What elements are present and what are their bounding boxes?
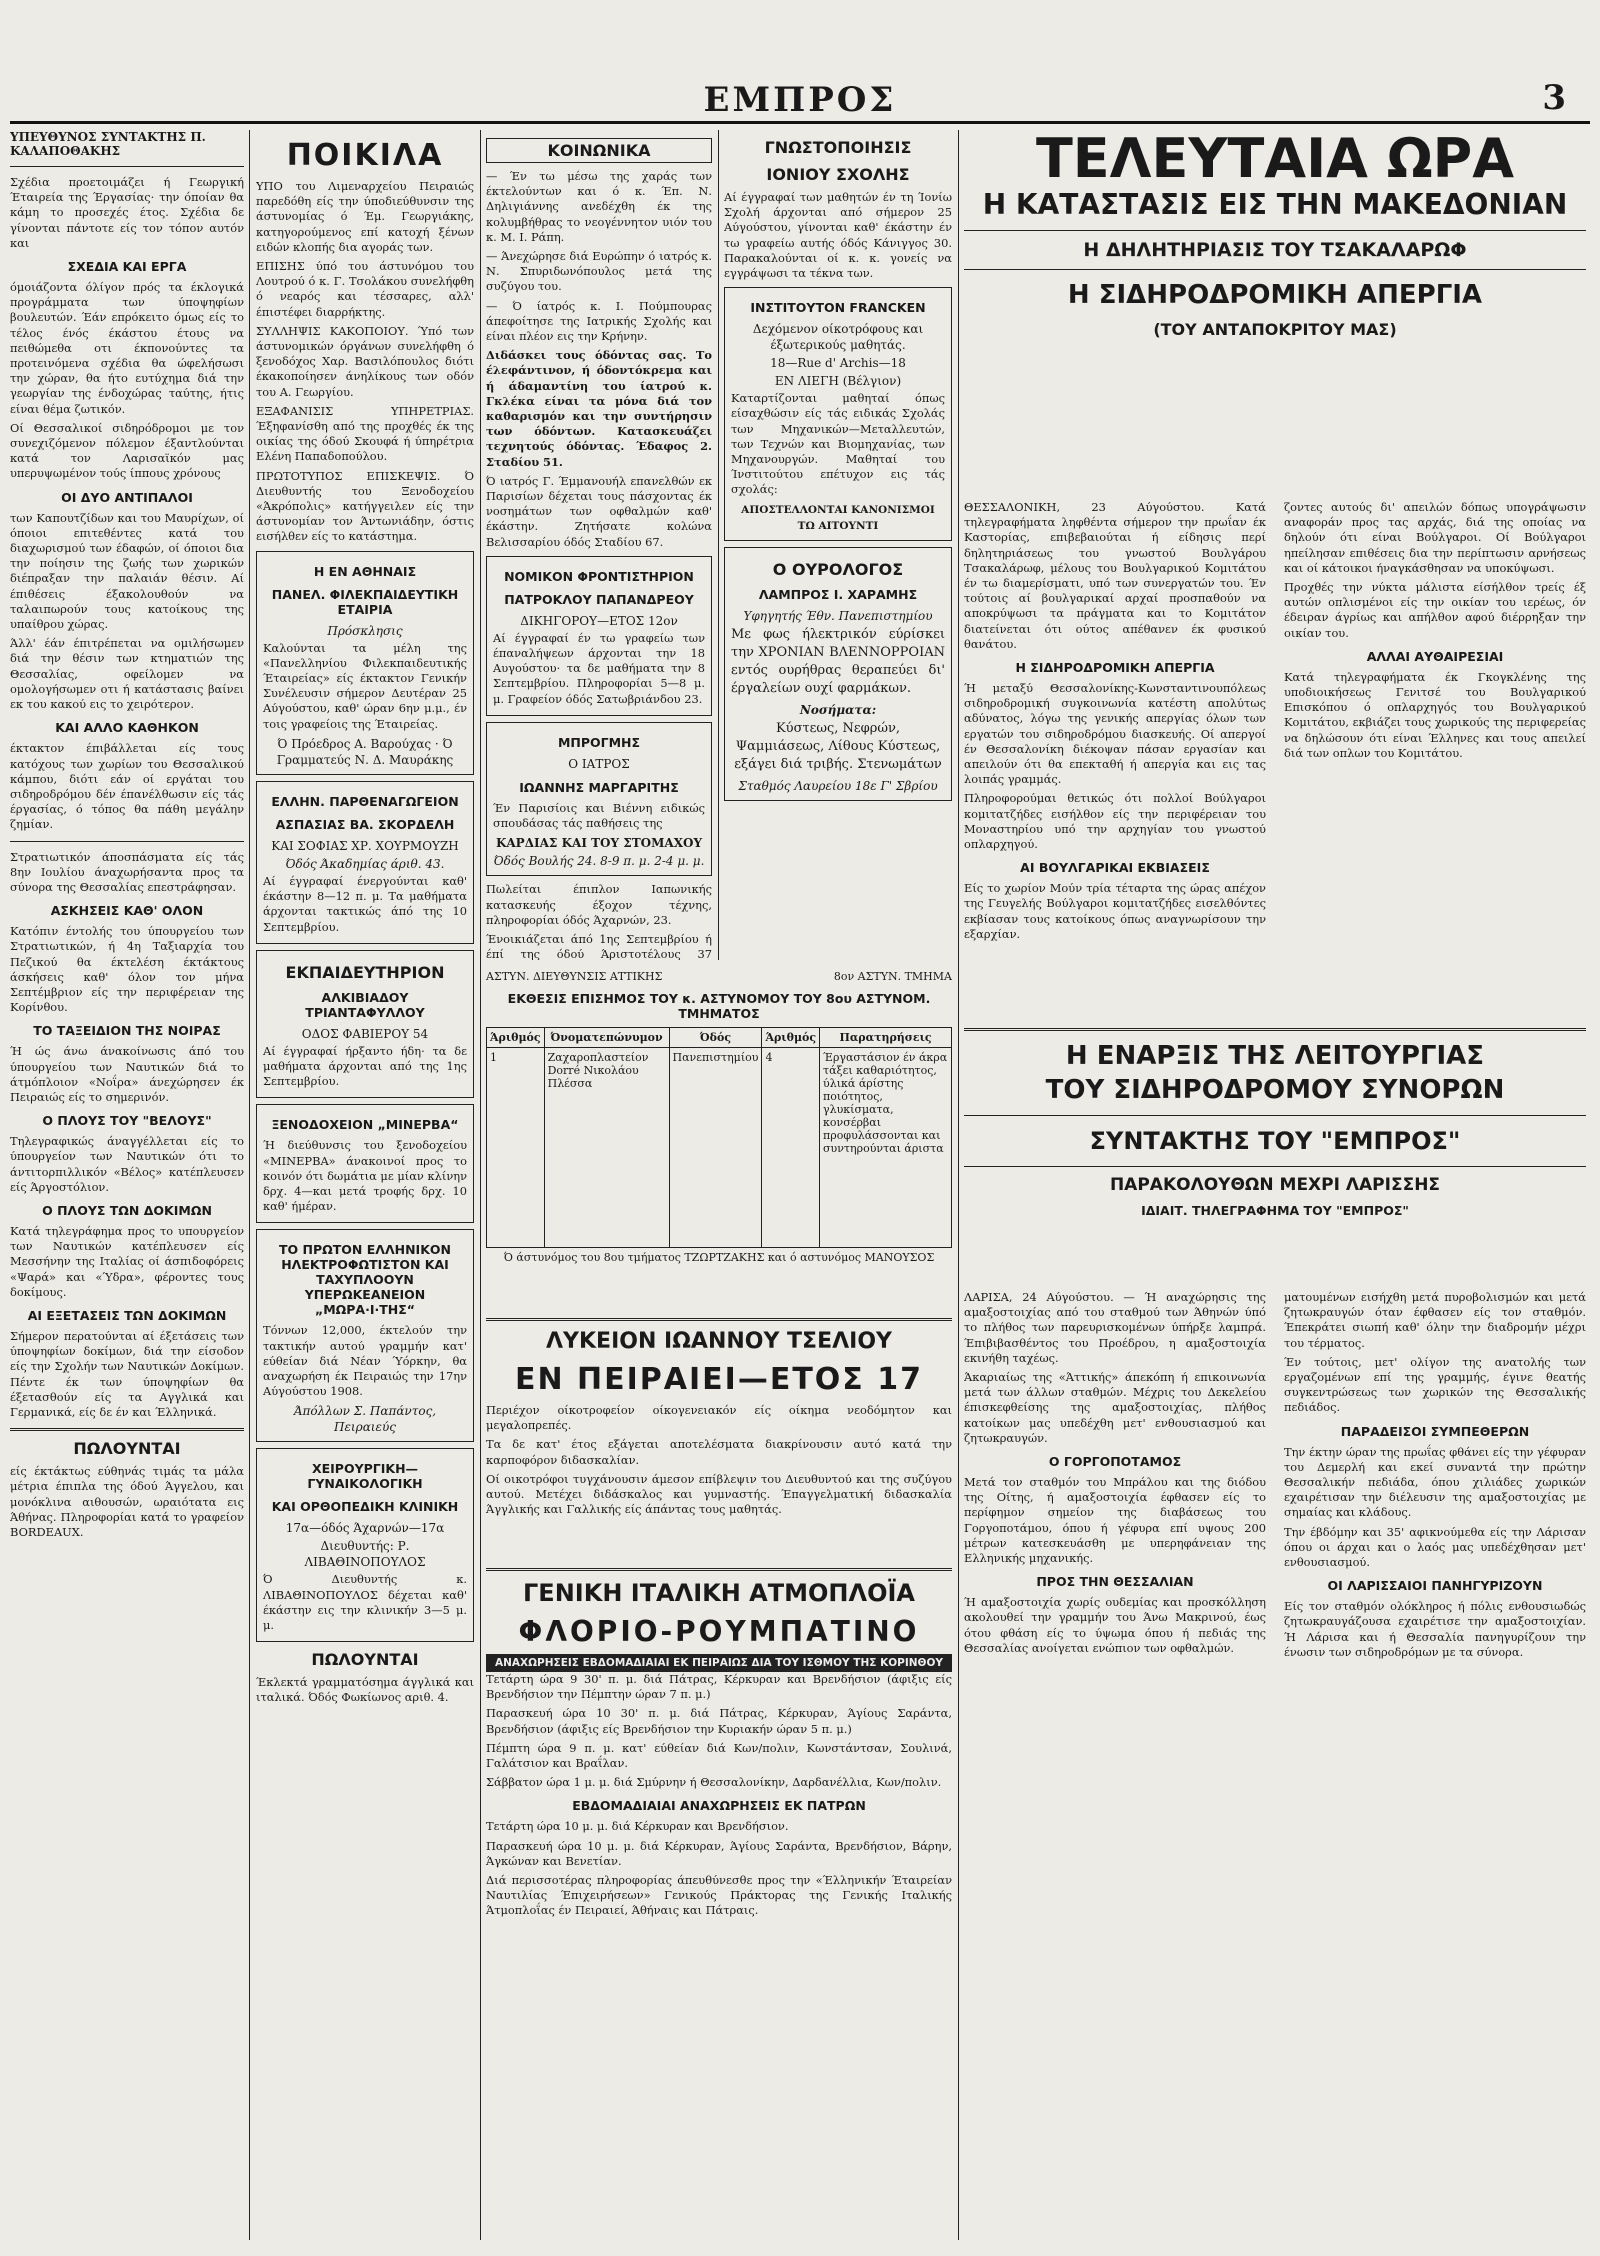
ad-address: 18—Rue d' Archis—18	[770, 356, 906, 371]
table-header: Άριθμός	[762, 1028, 820, 1048]
shipping-line: Παρασκευή ώρα 10 μ. μ. διά Κέρκυραν, Άγίους Σαράντα, Βρενδήσιον, Βάρην, Άγκώναν και Βενετίαν.	[486, 1838, 952, 1868]
ad-subheading: ΚΑΙ ΟΡΘΟΠΕΔΙΚΗ ΚΛΙΝΙΚΗ	[271, 1499, 459, 1515]
ad-signature: Άπόλλων Σ. Παπάντος, Πειραιεύς	[293, 1404, 437, 1435]
article-paragraph: Άκαριαίως της «Άττικής» άπεκόπη ή επικοινωνία μετά των άλλων σταθμών. Μέχρις του Δεκελείου έπισκεφθείσης της αμαξοστοιχίας, πλήθος κατοίκων μας υπεδέχθη μετ' ενθουσιασμού και ζητωκραυγών.	[964, 1370, 1266, 1445]
ad-box	[486, 722, 712, 876]
article-paragraph: ΘΕΣΣΑΛΟΝΙΚΗ, 23 Αύγούστου. Κατά τηλεγραφήματα ληφθέντα σήμερον την πρωΐαν έκ Καστορίας, επιβεβαιούται ή είδησις περί δηλητηριάσεως του γνωστού Βουλγάρου Τσακαλάρωφ, μέλους του Βουλγαρικού Κομιτάτου έν τω διαμερίσματι, υπό των συνεργατών του. Έν τούτοις αί βουλγαρικαί αρχαί προσπαθούν να αποκρύψωσι τα πράγματα και το Κομιτάτον διατείνεται ότι ούτος απέθανεν έκ φυσικού θανάτου.	[964, 500, 1266, 651]
divider	[964, 1115, 1586, 1116]
ad-box	[256, 1229, 474, 1442]
section-heading: Ο ΠΛΟΥΣ ΤΟΥ "ΒΕΛΟΥΣ"	[42, 1113, 212, 1129]
column-3	[486, 130, 712, 960]
article-paragraph: ματουμένων εισήχθη μετά πυροβολισμών και μετά ζητωκραυγών όταν έφθασεν είς τον σταθμόν. Έπεκράτει σιωπή καθ' όλην την διαδρομήν μέχρι του τέρματος.	[1284, 1290, 1586, 1350]
ad-subheading: ΚΑΙ ΣΟΦΙΑΣ ΧΡ. ΧΟΥΡΜΟΥΖΗ	[271, 838, 459, 853]
ad-specialty: ΚΑΡΔΙΑΣ ΚΑΙ ΤΟΥ ΣΤΟΜΑΧΟΥ	[495, 836, 703, 851]
article-paragraph: Είς το χωρίον Μούν τρία τέταρτα της ώρας απέχον της Γευγελής Βούλγαροι κομιτατζήδες εισελθόντες εκβίασαν τους κατοίκους όπως αναγνωρίσουν την εξαρχίαν.	[964, 881, 1266, 941]
ad-subheading: ΠΑΝΕΛ. ΦΙΛΕΚΠΑΙΔΕΥΤΙΚΗ ΕΤΑΙΡΙΑ	[271, 586, 459, 617]
article-paragraph: ΣΥΛΛΗΨΙΣ ΚΑΚΟΠΟΙΟΥ. Ύπό των άστυνομικών όργάνων συνελήφθη ό ξενοδόχος Χαρ. Βασιλόπουλος διότι έκακοποίησεν άνηλίκους των οδόν του Α. Γεωργίου.	[256, 323, 474, 399]
ad-box	[256, 551, 474, 775]
shipping-line: Σάββατον ώρα 1 μ. μ. διά Σμύρνην ή Θεσσαλονίκην, Δαρδανέλλια, Κων/πολιν.	[486, 1775, 942, 1790]
ad-heading: Ο ΟΥΡΟΛΟΓΟΣ	[772, 559, 904, 579]
ad-hours: Όδός Βουλής 24. 8-9 π. μ. 2-4 μ. μ.	[493, 854, 705, 869]
article-paragraph: Κατόπιν έντολής του ύπουργείου των Στρατιωτικών, ή 4η Ταξιαρχία του Πεζικού θα έκτελέση έκτάκτους άσκήσεις καθ' όλον τον μήνα Σεπτέμβριον είς την περιφέρειαν της Κορίνθου.	[10, 924, 244, 1015]
article-paragraph: Έν τούτοις, μετ' ολίγον της ανατολής των εργαζομένων επί της γραμμής, έγινε θεατής συγκεντρώσεως των χωρικών της Θεσσαλικής πεδιάδος.	[1284, 1354, 1586, 1415]
latest-news-header	[964, 127, 1586, 345]
article-paragraph: Ή αμαξοστοιχία χωρίς ουδεμίας και προσκόλληση ακολουθεί την γραμμήν του Άνω Μακρινού, έως ότου φθάση είς το ύψωμα όπου ή πεδιάς της Θεσσαλίας ανοίγεται ενώπιον των οφθαλμών.	[964, 1595, 1266, 1655]
lyceum-paragraph: Οί οικοτρόφοι τυγχάνουσιν άμεσον επίβλεψιν του Διευθυντού και της συζύγου αυτού. Μετέχει διδάσκαλος και γυμναστής. Έπαγγελματική διδασκαλία Άγγλικής και Γαλλικής είς άπάντας τους μαθητάς.	[486, 1471, 952, 1517]
ad-text: Τόννων 12,000, έκτελούν την τακτικήν αυτού γραμμήν κατ' εύθείαν διά Νέαν Ύόρκην, θα αναχωρήση έκ Πειραιώς την 17ην Αύγούστου 1908.	[263, 1323, 467, 1399]
headline: ΙΔΙΑΙΤ. ΤΗΛΕΓΡΑΦΗΜΑ ΤΟΥ "ΕΜΠΡΟΣ"	[1141, 1203, 1409, 1218]
article-paragraph: Κατά τηλεγράφημα προς το υπουργείον των Ναυτικών κατέπλευσεν είς Μεσσήνην της Ιταλίας οί άσπιδοφόρεις «Ψαρά» και «Ύδρα», φέροντες τους δοκίμους.	[10, 1223, 244, 1299]
table-cell: Έργαστάσιον έν άκρα τάξει καθαριότητος, ύλικά άρίστης ποιότητος, γλυκίσματα, κονσέρβαι προφυλάσσονται και συντηρούνται άριστα	[820, 1048, 952, 1248]
table-cell: 4	[762, 1048, 820, 1248]
headline: ΤΟΥ ΣΙΔΗΡΟΔΡΟΜΟΥ ΣΥΝΟΡΩΝ	[1045, 1075, 1505, 1105]
section-heading: ΑΙ ΕΞΕΤΑΣΕΙΣ ΤΩΝ ΔΟΚΙΜΩΝ	[27, 1307, 227, 1323]
section-heading: ΚΑΙ ΑΛΛΟ ΚΑΘΗΚΟΝ	[55, 720, 199, 736]
article-paragraph: Την έκτην ώραν της πρωΐας φθάνει είς την γέφυραν του Δεμερλή και εκεί συναντά την πρώτην Θεσσαλικήν πεδιάδα, όπου χιλιάδες χωρικών εχαιρέτισαν την διέλευσιν της αμαξοστοιχίας με σημαίας και κλάδους.	[1284, 1444, 1586, 1520]
railway-headline-block	[964, 1020, 1586, 1224]
headline: Η ΔΗΛΗΤΗΡΙΑΣΙΣ ΤΟΥ ΤΣΑΚΑΛΑΡΩΦ	[1083, 239, 1467, 261]
divider	[964, 269, 1586, 270]
ad-heading: ΧΕΙΡΟΥΡΓΙΚΗ—ΓΥΝΑΙΚΟΛΟΓΙΚΗ	[307, 1461, 423, 1492]
ad-text: Αί έγγραφαί ένεργούνται καθ' έκάστην 8—12 π. μ. Τα μαθήματα άρχονται τακτικώς άπό της 10 Σεπτεμβρίου.	[263, 873, 467, 934]
section-heading: ΑΛΛΑΙ ΑΥΘΑΙΡΕΣΙΑΙ	[1366, 648, 1504, 664]
ad-address: Σταθμός Λαυρείου 18ε Γ' Σβρίου	[738, 778, 938, 793]
ad-label: Νοσήματα:	[799, 702, 877, 717]
ad-text: Με φως ήλεκτρικόν εύρίσκει την ΧΡΟΝΙΑΝ ΒΛΕΝΝΟΡΡΟΙΑΝ εντός ουρήθρας θεραπεύει δι' έργαλείων ουχί φαρμάκων.	[731, 626, 945, 696]
column-rule	[958, 130, 959, 2240]
shipping-subheading: ΦΛΟΡΙΟ-ΡΟΥΜΠΑΤΙΝΟ	[518, 1615, 920, 1648]
article-paragraph: — Έν τω μέσω της χαράς των έκτελούντων και ό κ. Έπ. Ν. Δηλιγιάννης ανεδέχθη έκ της κολυμβήθρας το νεογέννητον υιόν του κ. Μ. Ι. Ράπη.	[486, 169, 712, 244]
ad-heading: ΞΕΝΟΔΟΧΕΙΟΝ „ΜΙΝΕΡΒΑ“	[271, 1117, 459, 1133]
article-paragraph: ΛΑΡΙΣΑ, 24 Αύγούστου. — Ή αναχώρησις της αμαξοστοιχίας από του σταθμού των Άθηνών ύπό το πλήθος των παρευρισκομένων ύπήρξε λαμπρά. Έπιβιβασθέντος του Προέδρου, η αμαξοστοιχία εκινήθη ταχέως.	[964, 1290, 1266, 1365]
article-paragraph: Μετά τον σταθμόν του Μπράλου και της διόδου της Οίτης, ή αμαξοστοιχία έφθασεν είς το περίφημον σημείον της διαβάσεως του Γοργοποτάμου, όπου ή γέφυρα επί υψους 200 μέτρων κατεσκευάσθη με υπερηφάνειαν της Ελληνικής μηχανικής.	[964, 1475, 1266, 1566]
table-header: Παρατηρήσεις	[820, 1028, 952, 1048]
ad-subheading: Υφηγητής Έθν. Πανεπιστημίου	[743, 608, 933, 623]
notice-table	[486, 1027, 952, 1248]
ad-text: είς έκτάκτως εύθηνάς τιμάς τα μάλα μέτρια έπιπλα της όδού Άγγελου, και μονόκλινα αιθουσών, ωραιότατα εις Άθήνας. Πληροφορίαι κατά το γραφείον BORDEAUX.	[10, 1464, 244, 1540]
article-paragraph: Ή μεταξύ Θεσσαλονίκης-Κωνσταντινουπόλεως σιδηροδρομική συγκοινωνία κατέστη απολύτως αδύνατος, λόγω της γενικής απεργίας όλων των εργατών του σιδηροδρόμου διασκευής. Οί απεργοί έν Θεσσαλονίκη διέκοψαν πάσαν εργασίαν και απειλούν ότι θα επεκταθή ή απεργία και εις τας λοιπάς γραμμάς.	[964, 681, 1266, 787]
notice-title: ΕΚΘΕΣΙΣ ΕΠΙΣΗΜΟΣ ΤΟΥ κ. ΑΣΤΥΝΟΜΟΥ ΤΟΥ 8ου ΑΣΤΥΝΟΜ. ΤΜΗΜΑΤΟΣ	[507, 991, 931, 1021]
ad-box	[256, 1104, 474, 1223]
ad-heading: ΕΚΠΑΙΔΕΥΤΗΡΙΟΝ	[285, 962, 445, 982]
article-paragraph: Πωλείται έπιπλον Ιαπωνικής κατασκευής έξοχον τέχνης, πληροφορίαι όδός Άχαρνών, 23.	[486, 882, 712, 927]
article-paragraph: ΕΞΑΦΑΝΙΣΙΣ ΥΠΗΡΕΤΡΙΑΣ. Έξηφανίσθη από της προχθές έκ της οικίας της όδού Σκουφά ή ύπηρέτρια Ελένη Παπαδοπούλου.	[256, 403, 474, 464]
ad-heading: Η ΕΝ ΑΘΗΝΑΙΣ	[313, 563, 417, 579]
section-heading: Ο ΓΟΡΓΟΠΟΤΑΜΟΣ	[1048, 1454, 1182, 1470]
ad-text: Έν Παρισίοις και Βιέννη ειδικώς σπουδάσας τάς παθήσεις της	[493, 800, 705, 831]
divider	[964, 1166, 1586, 1167]
article-paragraph: Άλλ' έάν έπιτρέπεται να ομιλήσωμεν διά την θέσιν των κτηματιών της Θεσσαλίας, οφείλομεν να ομολογήσωμεν οτι ή κατάστασις βαίνει εκ του κακού εις το χειρότερον.	[10, 636, 244, 712]
section-heading: Η ΣΙΔΗΡΟΔΡΟΜΙΚΗ ΑΠΕΡΓΙΑ	[1015, 660, 1215, 676]
divider	[964, 230, 1586, 231]
ad-box	[256, 781, 474, 944]
editor-byline: ΥΠΕΥΘΥΝΟΣ ΣΥΝΤΑΚΤΗΣ Π. ΚΑΛΑΠΟΘΑΚΗΣ	[10, 130, 206, 158]
column-1	[10, 130, 244, 2240]
notice-header	[486, 970, 952, 983]
ad-text: Καλούνται τα μέλη της «Πανελληνίου Φιλεκπαιδευτικής Έταιρείας» είς έκτακτον Γενικήν Συνέλευσιν σήμερον Δευτέραν 25 Αύγούστου, καθ' ώραν 6ην μ.μ., έν τοις γραφείοις της Έταιρείας.	[263, 640, 467, 731]
shipping-line: Παρασκευή ώρα 10 30' π. μ. διά Πάτρας, Κέρκυραν, Άγίους Σαράντα, Βρενδήσιον (άφιξις είς Βρενδήσιον την Κυριακήν ώραν 5 π. μ.)	[486, 1706, 952, 1736]
article-paragraph: Αί έγγραφαί των μαθητών έν τη Ίονίω Σχολή άρχονται από σήμερον 25 Αύγούστου, γίνονται καθ' έκάστην έν τω γραφείω αυτής όδός Κάνιγγος 30. Παρακαλούνται οί κ. κ. γονείς να εγγράψωσι τα τέκνα των.	[724, 190, 952, 281]
article-paragraph: Την έβδόμην και 35' αφικνούμεθα είς την Λάρισαν όπου οι άρχαι και ο λαός μας υπεδέχθησαν μετ' ενθουσιασμού.	[1284, 1524, 1586, 1570]
lyceum-ad	[486, 1310, 952, 1521]
article-paragraph: — Άνεχώρησε διά Ευρώπην ό ιατρός κ. Ν. Σπυριδωνόπουλος μετά της συζύγου του.	[486, 249, 712, 294]
section-heading: ΣΧΕΔΙΑ ΚΑΙ ΕΡΓΑ	[67, 259, 187, 275]
divider	[486, 1568, 952, 1571]
divider	[964, 1028, 1586, 1031]
section-heading-poikila: ΠΟΙΚΙΛΑ	[286, 138, 444, 173]
shipping-bar-2: ΕΒΔΟΜΑΔΙΑΙΑΙ ΑΝΑΧΩΡΗΣΕΙΣ ΕΚ ΠΑΤΡΩΝ	[572, 1798, 866, 1814]
article-paragraph: Είς τον σταθμόν ολόκληρος ή πόλις ενθουσιωδώς ζητωκραυγάζουσα εχαιρέτισε την αμαξοστοιχίαν. Ή Λάρισα και ή Θεσσαλία πανηγυρίζουν την ένωσιν των σιδηροδρόμων με τα σύνορα.	[1284, 1599, 1586, 1659]
section-heading: ΟΙ ΛΑΡΙΣΣΑΙΟΙ ΠΑΝΗΓΥΡΙΖΟΥΝ	[1327, 1578, 1543, 1594]
ad-name: ΙΩΑΝΝΗΣ ΜΑΡΓΑΡΙΤΗΣ	[519, 779, 679, 795]
article-paragraph: όμοιάζοντα όλίγον πρός τα έκλογικά προγράμματα των ύποψηφίων βουλευτών. Έάν επρόκειτο όμως είς το τέλος ένός έκάστου έτους να πειθώμεθα οτι έκπονούντες τα προτεινόμενα σχέδια θα ώφελήσωσι την χώραν, θα ήτο ευτύχημα διά την γεωργίαν της ένδοχώρας ταύτης, ήτις είναι θέμα ζωτικόν.	[10, 280, 244, 416]
ad-subheading: ΑΣΠΑΣΙΑΣ ΒΑ. ΣΚΟΡΔΕΛΗ	[275, 816, 455, 832]
lyceum-subheading: ΕΝ ΠΕΙΡΑΙΕΙ—ΕΤΟΣ 17	[515, 1362, 923, 1397]
ad-heading: ΝΟΜΙΚΟΝ ΦΡΟΝΤΙΣΤΗΡΙΟΝ	[504, 568, 694, 584]
shipping-bar: ΑΝΑΧΩΡΗΣΕΙΣ ΕΒΔΟΜΑΔΙΑΙΑΙ ΕΚ ΠΕΙΡΑΙΩΣ ΔΙΑ ΤΟΥ ΙΣΘΜΟΥ ΤΗΣ ΚΟΡΙΝΘΟΥ	[486, 1654, 952, 1672]
divider	[10, 1428, 244, 1431]
latest-news-col-b	[1284, 500, 1586, 900]
headline: Η ΚΑΤΑΣΤΑΣΙΣ ΕΙΣ ΤΗΝ ΜΑΚΕΔΟΝΙΑΝ	[982, 188, 1568, 221]
headline: (ΤΟΥ ΑΝΤΑΠΟΚΡΙΤΟΥ ΜΑΣ)	[1153, 320, 1397, 339]
article-paragraph: Σχέδια προετοιμάζει ή Γεωργική Έταιρεία της Έργασίας· την όποίαν θα κάμη το προσεχές έτος. Σχέδια δε γίνονται πάντοτε είς τον τόπον αυτόν και	[10, 175, 244, 250]
ad-name: ΛΑΜΠΡΟΣ Ι. ΧΑΡΑΜΗΣ	[758, 586, 918, 602]
ad-subheading: ΑΛΚΙΒΙΑΔΟΥ ΤΡΙΑΝΤΑΦΥΛΛΟΥ	[305, 989, 425, 1020]
ad-heading: ΜΠΡΟΓΜΗΣ	[557, 734, 641, 750]
ad-heading: ΠΩΛΟΥΝΤΑΙ	[311, 1650, 419, 1670]
ad-heading: ΤΟ ΠΡΩΤΟΝ ΕΛΛΗΝΙΚΟΝ ΗΛΕΚΤΡΟΦΩΤΙΣΤΟΝ ΚΑΙ ΤΑΧΥΠΛΟΟΥΝ ΥΠΕΡΩΚΕΑΝΕΙΟΝ „ΜΩΡΑ·Ι·ΤΗΣ“	[279, 1242, 451, 1318]
headline: ΣΥΝΤΑΚΤΗΣ ΤΟΥ "ΕΜΠΡΟΣ"	[1089, 1127, 1461, 1155]
shipping-line: Διά περισσοτέρας πληροφορίας άπευθύνεσθε προς την «Έλληνικήν Έταιρείαν Ναυτιλίας Έπιχειρήσεων» Γενικούς Πράκτορας της Γενικής Ιταλικής Άτμοπλοΐας έν Πειραιεί, Άθήναις και Πάτραις.	[486, 1873, 952, 1918]
ad-list: Κύστεως, Νεφρών, Ψαμμιάσεως, Λίθους Κύστεως, εξάγει διά τριβής. Στενωμάτων	[734, 720, 942, 772]
ad-box	[724, 287, 952, 540]
article-paragraph: Οί Θεσσαλικοί σιδηρόδρομοι με τον συνεχιζόμενον πόλεμον έξαντλούνται κατά τον Λαρισαϊκόν μας υπερυψωμένον τούς ίππους χρόνους	[10, 420, 244, 481]
railway-col-a	[964, 1290, 1266, 2240]
police-notice	[486, 970, 952, 1268]
headline: Η ΕΝΑΡΞΙΣ ΤΗΣ ΛΕΙΤΟΥΡΓΙΑΣ	[1065, 1041, 1485, 1071]
ad-text: Ή διεύθυνσις του ξενοδοχείου «ΜΙΝΕΡΒΑ» άνακοινοί προς το κοινόν ότι δωμάτια με μίαν κλίνην δρχ. 4—και μετά τροφής δρχ. 10 καθ' ήμέραν.	[263, 1138, 467, 1214]
article-paragraph: Ό ιατρός Γ. Έμμανουήλ επανελθών εκ Παρισίων δέχεται τους πάσχοντας έκ νοσημάτων των οφθαλμών καθ' έκάστην. Ζητήσατε κολώνα Βελισσαρίου όδός Σταδίου 67.	[486, 473, 712, 549]
section-heading: ΑΙ ΒΟΥΛΓΑΡΙΚΑΙ ΕΚΒΙΑΣΕΙΣ	[1020, 860, 1210, 876]
lyceum-paragraph: Τα δε κατ' έτος εξάγεται αποτελέσματα διακρίνουσιν αυτό κατά την καρποφόρον διδασκαλίαν.	[486, 1437, 952, 1467]
table-row	[487, 1048, 952, 1248]
article-paragraph: Διδάσκει τους όδόντας σας. Το έλεφάντινον, ή όδοντόκρεμα και ή άδαμαντίνη του ίατρού κ. Γκλέκα είναι τα μόνα διά τον καθαρισμόν και την συντήρησιν των όδόντων. Κατασκευάζει τεχνητούς όδόντας. Έδαφος 2. Σταδίου 51.	[486, 348, 712, 469]
masthead	[0, 78, 1600, 124]
column-rule	[480, 130, 481, 2240]
railway-col-b	[1284, 1290, 1586, 2240]
ad-heading: ΠΩΛΟΥΝΤΑΙ	[73, 1439, 181, 1459]
section-heading: Ο ΠΛΟΥΣ ΤΩΝ ΔΟΚΙΜΩΝ	[42, 1202, 212, 1218]
table-header: Άριθμός	[487, 1028, 545, 1048]
divider	[10, 841, 244, 842]
table-cell: Ζαχαροπλαστείον Dorré Νικολάου Πλέσσα	[544, 1048, 669, 1248]
article-paragraph: Τηλεγραφικώς άναγγέλλεται είς το ύπουργείον των Ναυτικών ότι το άντιτορπιλλικόν «Βέλος» κατέπλευσεν είς Άργοστόλιον.	[10, 1134, 244, 1194]
ad-address: 17α—όδός Άχαρνών—17α	[285, 1521, 445, 1536]
page-number: 3	[1542, 78, 1566, 118]
ad-city: ΕΝ ΛΙΕΓΗ (Βέλγιον)	[774, 374, 902, 389]
table-header-row	[487, 1028, 952, 1048]
column-rule	[249, 130, 250, 2240]
ad-box	[486, 556, 712, 716]
shipping-line: Τετάρτη ώρα 10 μ. μ. διά Κέρκυραν και Βρενδήσιον.	[486, 1819, 789, 1834]
article-paragraph: Στρατιωτικόν άποσπάσματα είς τάς 8ην Ιουλίου άναχωρήσαντα προς τα σύνορα της Θεσσαλίας επεστράφησαν.	[10, 849, 244, 894]
article-paragraph: Ή ώς άνω άνακοίνωσις άπό του ύπουργείου των Ναυτικών διά το άτμόπλοιον «Νοΐρα» άνεχώρησεν έκ Πειραιώς είς το σημερινόν.	[10, 1044, 244, 1104]
ad-label: Πρόσκλησις	[327, 623, 403, 638]
lyceum-heading: ΛΥΚΕΙΟΝ ΙΩΑΝΝΟΥ ΤΣΕΛΙΟΥ	[546, 1329, 892, 1354]
section-heading: ΠΑΡΑΔΕΙΣΟΙ ΣΥΜΠΕΘΕΡΩΝ	[1340, 1423, 1530, 1439]
article-paragraph: Ένοικιάζεται άπό 1ης Σεπτεμβρίου ή έπί της όδού Άριστοτέλους 37	[486, 931, 712, 960]
column-rule	[718, 130, 719, 960]
ad-text: Καταρτίζονται μαθηταί όπως είσαχθώσιν είς τάς ειδικάς Σχολάς των Μηχανικών—Μεταλλευτών, των Τεχνών και Βιομηχανίας, των Μηχανουργών. Μαθηταί του Ίνστιτούτου επέτυχον εις τάς σχολάς:	[731, 391, 945, 497]
table-cell: 1	[487, 1048, 545, 1248]
shipping-line: Πέμπτη ώρα 9 π. μ. κατ' εύθείαν διά Κων/πολιν, Κωνστάντσαν, Σουλινά, Γαλάτσιον και Βραΐλαν.	[486, 1740, 952, 1771]
ad-subheading: ΔΙΚΗΓΟΡΟΥ—ΕΤΟΣ 12ον	[520, 613, 678, 628]
ad-subheading: Ο ΙΑΤΡΟΣ	[568, 756, 630, 771]
ad-text: Αί έγγραφαί έν τω γραφείω των έπαναλήψεων άρχονται την 18 Αυγούστου· τα δε μαθήματα την 8 Σεπτεμβρίου. Πληροφορίαι 5—8 μ. μ. Γραφείον όδός Σατωβριάνδου 23.	[493, 630, 705, 706]
article-paragraph: — Ό ίατρός κ. Ι. Πούμπουρας άπεφοίτησε της Ιατρικής Σχολής και είναι πλέον εις την Κρήνην.	[486, 298, 712, 344]
headline: ΠΑΡΑΚΟΛΟΥΘΩΝ ΜΕΧΡΙ ΛΑΡΙΣΣΗΣ	[1109, 1175, 1441, 1195]
lyceum-paragraph: Περιέχον οίκοτροφείον οίκογενειακόν είς οίκημα νεοδόμητον και μεγαλοπρεπές.	[486, 1403, 952, 1433]
ad-box	[724, 547, 952, 801]
section-heading: ΟΙ ΔΥΟ ΑΝΤΙΠΑΛΟΙ	[61, 489, 193, 505]
article-paragraph: ΠΡΩΤΟΤΥΠΟΣ ΕΠΙΣΚΕΨΙΣ. Ό Διευθυντής του Ξενοδοχείου «Άκρόπολις» κατήγγειλεν είς την άστυνομίαν τον Άντωνιάδην, όστις εισήλθεν είς το κατάστημα.	[256, 468, 474, 544]
article-paragraph: ζοντες αυτούς δι' απειλών δόπως υπογράψωσιν αναφοράν προς τας αρχάς, διά της οποίας να δηλούν ότι είναι Βούλγαροι. Οί Βούλγαροι ηπείλησαν επιθέσεις δια την περίπτωσιν αρνήσεως και οί κάτοικοι ήναγκάσθησαν να υποκύψωσι.	[1284, 500, 1586, 575]
article-paragraph: Σήμερον περατούνται αί έξετάσεις των ύποψηφίων δοκίμων, διά την είσοδον είς την Σχολήν των Ναυτικών Δοκίμων. Πέντε έκ των ύποψηφίων θα έξετασθούν είς τα Αγγλικά και Γερμανικά, είς δε έν και Έλληνικά.	[10, 1328, 244, 1419]
latest-news-heading: ΤΕΛΕΥΤΑΙΑ ΩΡΑ	[1035, 127, 1515, 190]
ad-heading: ΙΝΣΤΙΤΟΥΤΟΝ FRANCKEN	[750, 300, 926, 316]
column-4	[724, 130, 952, 960]
ad-subheading: Δεχόμενον οίκοτρόφους και έξωτερικούς μαθητάς.	[752, 322, 924, 353]
ad-heading: ΕΛΛΗΝ. ΠΑΡΘΕΝΑΓΩΓΕΙΟΝ	[271, 793, 459, 809]
ad-subheading: ΠΑΤΡΟΚΛΟΥ ΠΑΠΑΝΔΡΕΟΥ	[504, 591, 694, 607]
notice-section: 8ον ΑΣΤΥΝ. ΤΜΗΜΑ	[833, 970, 952, 983]
article-paragraph: Πληροφορούμαι θετικώς ότι πολλοί Βούλγαροι κομιτατζήδες εισήλθον είς την περιφέρειαν του Μοναστηρίου υπό την αρχηγίαν του γνωστού οπλαρχηγού.	[964, 791, 1266, 852]
ad-address: Όδός Άκαδημίας άριθ. 43.	[285, 856, 445, 871]
ad-text: Ό Διευθυντής κ. ΛΙΒΑΘΙΝΟΠΟΥΛΟΣ δέχεται καθ' έκάστην εις την κλινικήν 3—5 μ. μ.	[263, 1572, 467, 1632]
ad-doctor: Διευθυντής: Ρ. ΛΙΒΑΘΙΝΟΠΟΥΛΟΣ	[304, 1539, 426, 1570]
ad-text: Έκλεκτά γραμματόσημα άγγλικά και ιταλικά. Όδός Φωκίωνος αριθ. 4.	[256, 1675, 474, 1705]
table-header: Όδός	[669, 1028, 762, 1048]
divider	[10, 166, 244, 167]
shipping-ad	[486, 1560, 952, 1923]
ad-box	[256, 950, 474, 1099]
article-paragraph: ΕΠΙΣΗΣ ύπό του άστυνόμου του Λουτρού ό κ. Γ. Τσολάκου συνελήφθη ό νεαρός και τέσσαρες, αλλ' έπιστέφει διαρρήκτης.	[256, 259, 474, 319]
article-paragraph: των Καπουτζίδων και του Μαυρίχων, οί όποιοι επιτεθέντες κατά του διαχωρισμού των έδαφών, οί όποιοι δια την ποίησιν της ζωής των χωρικών διέπραξαν την παλαιάν θέσιν. Αί έπιθέσεις έξακολουθούν να ταλαιπωρούν τους κατοίκους της υπαίθρου χώρας.	[10, 510, 244, 632]
section-heading: ΓΝΩΣΤΟΠΟΙΗΣΙΣ	[764, 138, 912, 157]
section-subheading: ΙΟΝΙΟΥ ΣΧΟΛΗΣ	[766, 165, 910, 184]
section-heading: ΑΣΚΗΣΕΙΣ ΚΑΘ' ΟΛΟΝ	[50, 903, 204, 919]
divider	[486, 1318, 952, 1321]
section-heading: ΠΡΟΣ ΤΗΝ ΘΕΣΣΑΛΙΑΝ	[1036, 1574, 1194, 1590]
notice-footer: Ό άστυνόμος του 8ου τμήματος ΤΖΩΡΤΖΑΚΗΣ και ό αστυνόμος ΜΑΝΟΥΣΟΣ	[503, 1251, 935, 1264]
headline: Η ΣΙΔΗΡΟΔΡΟΜΙΚΗ ΑΠΕΡΓΙΑ	[1067, 280, 1483, 310]
ad-note: ΑΠΟΣΤΕΛΛΟΝΤΑΙ ΚΑΝΟΝΙΣΜΟΙ ΤΩ ΑΙΤΟΥΝΤΙ	[741, 503, 935, 532]
article-paragraph: έκτακτον έπιβάλλεται είς τους κατόχους των χωρίων του Θεσσαλικού κάμπου, διότι εάν οί εργάται του σιδηροδρόμου δέν έπανέλθωσιν είς τάς έργασίας, ό τόπος θα πάθη μεγάλην ζημίαν.	[10, 741, 244, 832]
ad-box	[256, 1448, 474, 1642]
masthead-rule	[10, 121, 1590, 124]
article-paragraph: Κατά τηλεγραφήματα έκ Γκογκλένης της υποδιοικήσεως Γενιτσέ του Βουλγαρικού Επισκόπου ό οπλαρχηγός του Βουλγαρικού Κομιτάτου, εκβιάζει τους χωρικούς της περιφερείας να δηλώσουν ότι είναι Έλληνες και τους απειλεί διά των οπλων του Κομιτάτου.	[1284, 669, 1586, 760]
shipping-heading: ΓΕΝΙΚΗ ΙΤΑΛΙΚΗ ΑΤΜΟΠΛΟΪΑ	[523, 1579, 915, 1607]
article-paragraph: ΥΠΟ του Λιμεναρχείου Πειραιώς παρεδόθη είς την ύποδιεύθυνσιν της άστυνομίας ό Έμ. Γεωργιάκης, κατηγορούμενος επί κατοχή ξένων ειδών κλοπής δια αγοράς των.	[256, 179, 474, 254]
ad-signature: Ό Πρόεδρος Α. Βαρούχας · Ό Γραμματεύς Ν. Δ. Μαυράκης	[276, 736, 454, 767]
table-header: Όνοματεπώνυμον	[544, 1028, 669, 1048]
shipping-line: Τετάρτη ώρα 9 30' π. μ. διά Πάτρας, Κέρκυραν και Βρενδήσιον (άφιξις είς Βρενδήσιον την Πέμπτην ώραν 7 π. μ.)	[486, 1672, 952, 1702]
article-paragraph: Προχθές την νύκτα μάλιστα είσήλθον τρείς έξ αυτών οπλισμένοι είς την οικίαν του ιερέως, όν έδειραν άγρίως και απήλθον αφού διέρρηξαν την οικίαν του.	[1284, 580, 1586, 640]
ad-address: ΟΔΟΣ ΦΑΒΙΕΡΟΥ 54	[301, 1026, 429, 1041]
section-heading-koinonika: ΚΟΙΝΩΝΙΚΑ	[486, 138, 712, 163]
section-heading: ΤΟ ΤΑΞΕΙΔΙΟΝ ΤΗΣ ΝΟΙΡΑΣ	[33, 1023, 221, 1039]
column-2	[256, 130, 474, 2240]
newspaper-title: ΕΜΠΡΟΣ	[703, 80, 897, 120]
ad-text: Αί έγγραφαί ήρξαντο ήδη· τα δε μαθήματα άρχονται από της 1ης Σεπτεμβρίου.	[263, 1043, 467, 1089]
table-cell: Πανεπιστημίου	[669, 1048, 762, 1248]
notice-dept: ΑΣΤΥΝ. ΔΙΕΥΘΥΝΣΙΣ ΑΤΤΙΚΗΣ	[486, 970, 663, 983]
